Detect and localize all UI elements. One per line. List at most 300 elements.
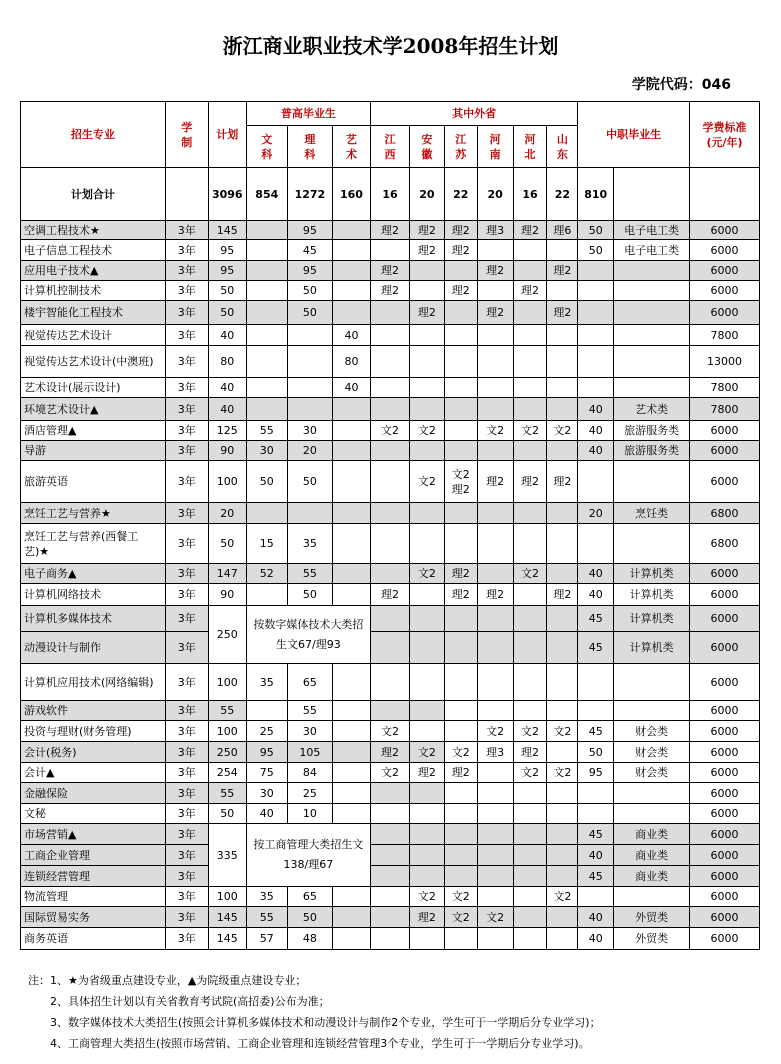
table-cell: 文2 bbox=[370, 721, 409, 742]
table-cell: 30 bbox=[287, 721, 332, 742]
table-cell: 3年 bbox=[165, 584, 208, 606]
table-row bbox=[21, 783, 760, 804]
table-cell bbox=[332, 701, 370, 721]
table-cell: 147 bbox=[208, 564, 246, 584]
table-cell: 6000 bbox=[690, 564, 760, 584]
table-cell bbox=[578, 524, 614, 564]
major-name: 工商企业管理 bbox=[21, 845, 166, 866]
table-cell bbox=[513, 866, 547, 887]
table-cell bbox=[246, 584, 287, 606]
table-cell: 40 bbox=[332, 325, 370, 346]
table-cell: 65 bbox=[287, 887, 332, 907]
table-cell: 计算机类 bbox=[614, 584, 690, 606]
table-cell bbox=[409, 398, 444, 421]
table-cell: 75 bbox=[246, 763, 287, 783]
table-cell bbox=[444, 421, 477, 441]
table-cell: 电子电工类 bbox=[614, 221, 690, 240]
table-cell bbox=[477, 632, 513, 664]
table-cell: 55 bbox=[246, 907, 287, 928]
header-yi: 艺术 bbox=[332, 126, 370, 168]
major-name: 应用电子技术▲ bbox=[21, 261, 166, 281]
table-cell bbox=[513, 441, 547, 461]
table-cell: 95 bbox=[287, 261, 332, 281]
table-cell: 财会类 bbox=[614, 742, 690, 763]
table-cell: 3年 bbox=[165, 721, 208, 742]
table-cell: 6000 bbox=[690, 461, 760, 503]
header-provinces-group: 其中外省 bbox=[370, 102, 577, 126]
major-name: 游戏软件 bbox=[21, 701, 166, 721]
table-row bbox=[21, 261, 760, 281]
table-cell: 3年 bbox=[165, 866, 208, 887]
table-row bbox=[21, 441, 760, 461]
table-cell bbox=[409, 721, 444, 742]
major-name: 物流管理 bbox=[21, 887, 166, 907]
table-cell bbox=[513, 928, 547, 950]
table-cell: 文2 bbox=[409, 742, 444, 763]
table-row bbox=[21, 664, 760, 701]
table-cell: 理3 bbox=[477, 742, 513, 763]
table-cell: 旅游服务类 bbox=[614, 421, 690, 441]
note: 注：1、★为省级重点建设专业，▲为院级重点建设专业； bbox=[28, 974, 307, 987]
table-cell: 理6 bbox=[547, 221, 578, 240]
total-row bbox=[21, 168, 760, 221]
header-vocational: 中职毕业生 bbox=[578, 102, 690, 168]
table-row bbox=[21, 221, 760, 240]
table-cell: 55 bbox=[287, 701, 332, 721]
table-cell bbox=[513, 824, 547, 845]
table-cell bbox=[332, 783, 370, 804]
table-cell bbox=[614, 664, 690, 701]
table-cell bbox=[246, 701, 287, 721]
table-cell bbox=[513, 584, 547, 606]
table-cell bbox=[370, 783, 409, 804]
table-row bbox=[21, 866, 760, 887]
table-cell: 15 bbox=[246, 524, 287, 564]
table-cell: 30 bbox=[287, 421, 332, 441]
table-cell: 文2 bbox=[547, 721, 578, 742]
table-cell bbox=[332, 421, 370, 441]
table-cell bbox=[409, 524, 444, 564]
table-cell bbox=[444, 866, 477, 887]
table-cell bbox=[409, 261, 444, 281]
table-cell bbox=[409, 584, 444, 606]
table-cell: 145 bbox=[208, 928, 246, 950]
table-cell bbox=[332, 742, 370, 763]
table-cell: 100 bbox=[208, 721, 246, 742]
table-cell: 48 bbox=[287, 928, 332, 950]
table-cell bbox=[547, 346, 578, 378]
table-cell: 35 bbox=[246, 887, 287, 907]
table-cell: 13000 bbox=[690, 346, 760, 378]
major-name: 金融保险 bbox=[21, 783, 166, 804]
major-name: 连锁经营管理 bbox=[21, 866, 166, 887]
table-cell: 40 bbox=[246, 804, 287, 824]
table-cell: 50 bbox=[208, 524, 246, 564]
table-cell bbox=[332, 907, 370, 928]
table-cell bbox=[547, 701, 578, 721]
table-cell: 文2 bbox=[513, 763, 547, 783]
table-cell bbox=[444, 701, 477, 721]
table-row bbox=[21, 378, 760, 398]
table-cell: 6000 bbox=[690, 632, 760, 664]
table-cell: 50 bbox=[208, 301, 246, 325]
table-cell bbox=[444, 524, 477, 564]
table-cell: 理2 bbox=[370, 221, 409, 240]
table-row bbox=[21, 524, 760, 564]
table-cell: 财会类 bbox=[614, 763, 690, 783]
table-cell bbox=[477, 564, 513, 584]
table-cell bbox=[409, 606, 444, 632]
table-cell: 95 bbox=[208, 240, 246, 261]
table-cell bbox=[614, 524, 690, 564]
table-cell bbox=[370, 346, 409, 378]
table-row bbox=[21, 281, 760, 301]
total-cell: 16 bbox=[513, 168, 547, 221]
table-cell bbox=[409, 783, 444, 804]
table-cell bbox=[444, 346, 477, 378]
table-row bbox=[21, 346, 760, 378]
table-cell: 理2 bbox=[547, 584, 578, 606]
table-cell bbox=[547, 378, 578, 398]
table-cell bbox=[477, 804, 513, 824]
table-cell: 文2 bbox=[409, 564, 444, 584]
major-name: 国际贸易实务 bbox=[21, 907, 166, 928]
table-cell: 6000 bbox=[690, 301, 760, 325]
note: 4、工商管理大类招生(按照市场营销、工商企业管理和连锁经营管理3个专业，学生可于一学期后分专业学习)。 bbox=[50, 1037, 590, 1050]
table-cell bbox=[332, 664, 370, 701]
table-cell bbox=[547, 804, 578, 824]
table-cell bbox=[409, 632, 444, 664]
table-cell: 35 bbox=[246, 664, 287, 701]
table-cell bbox=[332, 804, 370, 824]
table-cell: 文2 bbox=[444, 742, 477, 763]
table-cell bbox=[578, 701, 614, 721]
table-cell: 57 bbox=[246, 928, 287, 950]
table-cell: 6800 bbox=[690, 503, 760, 524]
major-name: 动漫设计与制作 bbox=[21, 632, 166, 664]
table-cell: 6000 bbox=[690, 281, 760, 301]
table-cell: 3年 bbox=[165, 907, 208, 928]
table-cell: 6000 bbox=[690, 928, 760, 950]
table-cell: 6000 bbox=[690, 845, 760, 866]
table-cell: 145 bbox=[208, 221, 246, 240]
table-cell bbox=[614, 378, 690, 398]
table-cell: 45 bbox=[287, 240, 332, 261]
table-cell bbox=[578, 783, 614, 804]
major-name: 烹饪工艺与营养(西餐工艺)★ bbox=[21, 524, 166, 564]
table-cell bbox=[477, 378, 513, 398]
table-cell: 50 bbox=[287, 584, 332, 606]
table-cell: 3年 bbox=[165, 240, 208, 261]
table-cell bbox=[370, 824, 409, 845]
table-cell bbox=[332, 564, 370, 584]
footnotes bbox=[28, 970, 601, 1054]
table-cell bbox=[370, 564, 409, 584]
table-cell bbox=[547, 845, 578, 866]
table-cell: 25 bbox=[246, 721, 287, 742]
table-cell bbox=[444, 845, 477, 866]
major-name: 楼宇智能化工程技术 bbox=[21, 301, 166, 325]
table-cell: 理2 bbox=[444, 240, 477, 261]
table-cell: 3年 bbox=[165, 664, 208, 701]
table-cell bbox=[444, 441, 477, 461]
table-row bbox=[21, 564, 760, 584]
table-cell: 6000 bbox=[690, 606, 760, 632]
table-cell: 商业类 bbox=[614, 845, 690, 866]
total-cell: 20 bbox=[409, 168, 444, 221]
table-cell: 文2 bbox=[370, 421, 409, 441]
table-cell: 40 bbox=[208, 378, 246, 398]
table-cell bbox=[578, 461, 614, 503]
table-row bbox=[21, 804, 760, 824]
table-cell bbox=[332, 301, 370, 325]
table-cell bbox=[477, 887, 513, 907]
major-name: 视觉传达艺术设计 bbox=[21, 325, 166, 346]
table-cell bbox=[614, 261, 690, 281]
table-cell bbox=[614, 461, 690, 503]
table-cell bbox=[444, 804, 477, 824]
table-cell bbox=[370, 845, 409, 866]
table-cell: 文2 理2 bbox=[444, 461, 477, 503]
table-cell bbox=[246, 261, 287, 281]
major-name: 计算机网络技术 bbox=[21, 584, 166, 606]
major-name: 空调工程技术★ bbox=[21, 221, 166, 240]
table-cell: 财会类 bbox=[614, 721, 690, 742]
table-cell: 6000 bbox=[690, 763, 760, 783]
table-cell bbox=[246, 240, 287, 261]
note: 3、数字媒体技术大类招生(按照会计算机多媒体技术和动漫设计与制作2个专业，学生可于一学期后分专业学习)； bbox=[50, 1016, 601, 1029]
table-cell: 95 bbox=[246, 742, 287, 763]
table-cell bbox=[444, 398, 477, 421]
table-cell bbox=[614, 346, 690, 378]
table-cell: 计算机类 bbox=[614, 606, 690, 632]
table-cell: 文2 bbox=[444, 907, 477, 928]
table-cell bbox=[287, 503, 332, 524]
table-cell bbox=[513, 632, 547, 664]
table-cell: 95 bbox=[578, 763, 614, 783]
table-cell: 3年 bbox=[165, 503, 208, 524]
table-cell bbox=[547, 866, 578, 887]
table-cell: 3年 bbox=[165, 378, 208, 398]
table-cell: 105 bbox=[287, 742, 332, 763]
table-cell bbox=[547, 907, 578, 928]
table-cell: 50 bbox=[208, 281, 246, 301]
table-cell: 40 bbox=[578, 845, 614, 866]
table-cell: 计算机类 bbox=[614, 564, 690, 584]
table-cell: 3年 bbox=[165, 783, 208, 804]
table-cell bbox=[332, 763, 370, 783]
table-cell: 理2 bbox=[409, 221, 444, 240]
table-cell: 45 bbox=[578, 866, 614, 887]
header-major: 招生专业 bbox=[21, 102, 166, 168]
table-cell: 65 bbox=[287, 664, 332, 701]
table-cell: 50 bbox=[578, 742, 614, 763]
table-cell: 7800 bbox=[690, 378, 760, 398]
table-cell bbox=[409, 503, 444, 524]
table-cell: 90 bbox=[208, 441, 246, 461]
major-name: 酒店管理▲ bbox=[21, 421, 166, 441]
table-cell bbox=[370, 701, 409, 721]
table-cell: 文2 bbox=[477, 721, 513, 742]
table-cell: 3年 bbox=[165, 346, 208, 378]
table-cell: 40 bbox=[332, 378, 370, 398]
table-cell bbox=[370, 632, 409, 664]
table-cell: 45 bbox=[578, 606, 614, 632]
table-cell bbox=[513, 664, 547, 701]
table-cell: 理2 bbox=[477, 261, 513, 281]
table-cell bbox=[614, 887, 690, 907]
table-cell bbox=[578, 887, 614, 907]
table-cell: 旅游服务类 bbox=[614, 441, 690, 461]
table-cell: 50 bbox=[578, 221, 614, 240]
table-cell: 40 bbox=[578, 584, 614, 606]
table-cell bbox=[409, 281, 444, 301]
table-cell: 外贸类 bbox=[614, 907, 690, 928]
table-cell: 3年 bbox=[165, 845, 208, 866]
table-cell: 3年 bbox=[165, 398, 208, 421]
table-cell bbox=[513, 524, 547, 564]
major-name: 计算机应用技术(网络编辑) bbox=[21, 664, 166, 701]
table-cell: 理2 bbox=[513, 461, 547, 503]
table-cell: 254 bbox=[208, 763, 246, 783]
table-cell bbox=[477, 441, 513, 461]
table-cell bbox=[513, 261, 547, 281]
table-cell bbox=[477, 325, 513, 346]
table-cell bbox=[614, 301, 690, 325]
table-cell: 52 bbox=[246, 564, 287, 584]
table-cell: 文2 bbox=[513, 421, 547, 441]
table-cell bbox=[477, 503, 513, 524]
table-row bbox=[21, 584, 760, 606]
table-cell: 文2 bbox=[513, 721, 547, 742]
table-cell: 3年 bbox=[165, 261, 208, 281]
table-cell bbox=[477, 346, 513, 378]
table-cell bbox=[370, 907, 409, 928]
table-cell bbox=[513, 887, 547, 907]
table-cell bbox=[477, 281, 513, 301]
table-cell bbox=[246, 221, 287, 240]
table-row bbox=[21, 606, 760, 632]
table-cell bbox=[370, 664, 409, 701]
major-name: 商务英语 bbox=[21, 928, 166, 950]
table-row bbox=[21, 325, 760, 346]
header-province: 江西 bbox=[370, 126, 409, 168]
table-cell: 3年 bbox=[165, 824, 208, 845]
table-cell: 理2 bbox=[444, 763, 477, 783]
total-label: 计划合计 bbox=[21, 168, 166, 221]
table-cell: 50 bbox=[287, 461, 332, 503]
table-row bbox=[21, 632, 760, 664]
table-cell bbox=[409, 701, 444, 721]
table-cell: 20 bbox=[287, 441, 332, 461]
table-cell bbox=[614, 804, 690, 824]
table-cell: 95 bbox=[208, 261, 246, 281]
table-cell: 计算机类 bbox=[614, 632, 690, 664]
header-li: 理科 bbox=[287, 126, 332, 168]
table-cell bbox=[547, 928, 578, 950]
major-name: 电子信息工程技术 bbox=[21, 240, 166, 261]
table-cell: 文2 bbox=[444, 887, 477, 907]
header-duration: 学制 bbox=[165, 102, 208, 168]
table-cell: 6000 bbox=[690, 240, 760, 261]
table-cell bbox=[409, 928, 444, 950]
table-cell: 3年 bbox=[165, 281, 208, 301]
table-cell bbox=[332, 398, 370, 421]
table-cell: 3年 bbox=[165, 421, 208, 441]
table-cell: 文2 bbox=[409, 887, 444, 907]
table-cell: 3年 bbox=[165, 742, 208, 763]
table-cell bbox=[547, 824, 578, 845]
table-cell bbox=[444, 664, 477, 701]
table-cell bbox=[246, 378, 287, 398]
table-cell: 95 bbox=[287, 221, 332, 240]
note: 2、具体招生计划以有关省教育考试院(高招委)公布为准； bbox=[50, 995, 330, 1008]
table-cell bbox=[477, 824, 513, 845]
table-cell bbox=[444, 378, 477, 398]
table-cell bbox=[370, 240, 409, 261]
table-cell: 理2 bbox=[513, 742, 547, 763]
table-cell: 6000 bbox=[690, 824, 760, 845]
table-cell: 理2 bbox=[477, 584, 513, 606]
table-row bbox=[21, 503, 760, 524]
table-cell bbox=[332, 261, 370, 281]
table-cell bbox=[370, 378, 409, 398]
major-name: 环境艺术设计▲ bbox=[21, 398, 166, 421]
table-row bbox=[21, 845, 760, 866]
table-cell bbox=[547, 524, 578, 564]
enrollment-table bbox=[20, 101, 760, 950]
header-plan: 计划 bbox=[208, 102, 246, 168]
table-cell bbox=[444, 721, 477, 742]
table-cell: 3年 bbox=[165, 564, 208, 584]
header-general: 普高毕业生 bbox=[246, 102, 370, 126]
major-name: 电子商务▲ bbox=[21, 564, 166, 584]
table-cell bbox=[409, 866, 444, 887]
table-cell bbox=[513, 325, 547, 346]
table-cell bbox=[614, 325, 690, 346]
table-cell bbox=[409, 378, 444, 398]
table-cell: 理2 bbox=[444, 281, 477, 301]
table-cell bbox=[513, 378, 547, 398]
table-cell: 文2 bbox=[409, 421, 444, 441]
table-cell: 10 bbox=[287, 804, 332, 824]
total-cell: 16 bbox=[370, 168, 409, 221]
table-cell: 50 bbox=[246, 461, 287, 503]
table-cell: 理2 bbox=[370, 742, 409, 763]
table-cell: 80 bbox=[332, 346, 370, 378]
table-cell: 烹饪类 bbox=[614, 503, 690, 524]
table-cell: 40 bbox=[578, 564, 614, 584]
table-cell: 3年 bbox=[165, 928, 208, 950]
table-cell bbox=[246, 325, 287, 346]
table-row bbox=[21, 461, 760, 503]
table-cell: 84 bbox=[287, 763, 332, 783]
table-cell bbox=[409, 664, 444, 701]
table-cell bbox=[578, 664, 614, 701]
table-cell: 理2 bbox=[370, 261, 409, 281]
table-cell: 30 bbox=[246, 441, 287, 461]
table-cell bbox=[578, 261, 614, 281]
table-cell bbox=[477, 845, 513, 866]
table-cell bbox=[370, 301, 409, 325]
table-cell: 理2 bbox=[409, 763, 444, 783]
table-cell bbox=[370, 441, 409, 461]
header-province: 河北 bbox=[513, 126, 547, 168]
table-cell: 25 bbox=[287, 783, 332, 804]
table-cell: 6800 bbox=[690, 524, 760, 564]
major-name: 市场营销▲ bbox=[21, 824, 166, 845]
table-cell bbox=[444, 824, 477, 845]
